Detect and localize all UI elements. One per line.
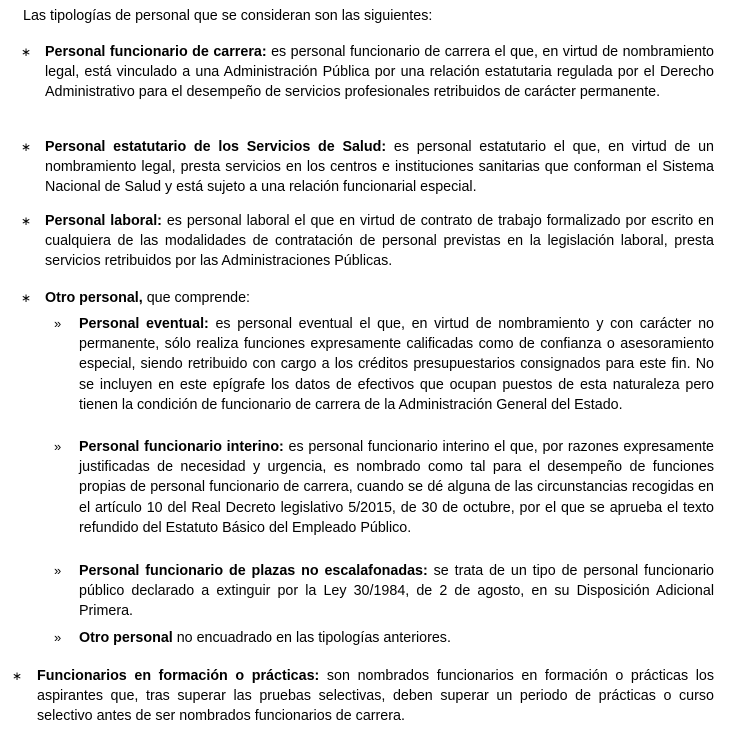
item-text: es personal eventual el que, en virtud de nombramiento y con carácter no permanente, sólo realiza funciones expresamente calificadas como de confianza o asesoramiento especial, siendo retribuido con cargo a los créditos presupuestarios consignados para este fin. No se incluyen en este epígrafe los datos de efectivos que ocupan puestos de esta naturaleza pero tienen la condición de funcionario de carrera de la Administración General del Estado. xyxy=(79,316,714,413)
list-item-funcionario-carrera xyxy=(21,42,714,103)
item-term: Personal funcionario interino: xyxy=(79,439,284,455)
item-text: es personal funcionario de carrera el que, en virtud de nombramiento legal, está vinculado a una Administración Pública por una relación estatutaria regulada por el Derecho Administrativo para el desempeño de servicios profesionales retribuidos de carácter permanente. xyxy=(45,44,714,101)
sublist-item-personal-eventual xyxy=(54,314,714,415)
bullet-asterisk: ∗ xyxy=(21,140,32,154)
sublist-item-plazas-no-escalafonadas xyxy=(54,561,714,622)
list-item-otro-personal xyxy=(21,288,714,308)
bullet-chevron: » xyxy=(54,439,62,454)
intro-text: Las tipologías de personal que se consideran son las siguientes: xyxy=(23,8,433,24)
item-text: no encuadrado en las tipologías anteriores. xyxy=(172,630,451,646)
bullet-asterisk: ∗ xyxy=(12,669,23,683)
bullet-asterisk: ∗ xyxy=(21,214,32,228)
sublist-item-funcionario-interino xyxy=(54,437,715,538)
item-text: es personal funcionario interino el que, por razones expresamente justificadas de necesidad y urgencia, es nombrado como tal para el desempeño de funciones propias de personal funcionario de carrera, cuando se dé alguna de las circunstancias recogidas en el artículo 10 del Real Decreto legislativo 5/2015, de 30 de octubre, por el que se aprueba el texto refundido del Estatuto Básico del Empleado Público. xyxy=(79,439,715,536)
bullet-chevron: » xyxy=(54,563,62,578)
item-term: Personal laboral: xyxy=(45,213,162,229)
sublist-item-otro-personal xyxy=(54,628,714,648)
list-item-funcionarios-formacion xyxy=(12,666,714,727)
item-text: que comprende: xyxy=(142,290,251,306)
item-text: es personal estatutario el que, en virtud de un nombramiento legal, presta servicios en los centros e instituciones sanitarias que conforman el Sistema Nacional de Salud y está sujeto a una relación funcionarial especial. xyxy=(45,139,714,196)
item-term: Personal eventual: xyxy=(79,316,209,332)
item-term: Otro personal xyxy=(79,630,173,646)
item-term: Personal funcionario de plazas no escalafonadas: xyxy=(79,563,428,579)
list-item-personal-estatutario xyxy=(21,137,714,198)
item-text: se trata de un tipo de personal funcionario público declarado a extinguir por la Ley 30/1984, de 2 de agosto, en su Disposición Adicional Primera. xyxy=(79,563,714,620)
item-term: Personal funcionario de carrera: xyxy=(45,44,267,60)
bullet-chevron: » xyxy=(54,630,62,645)
bullet-chevron: » xyxy=(54,316,62,331)
item-term: Otro personal, xyxy=(45,290,143,306)
item-text: es personal laboral el que en virtud de contrato de trabajo formalizado por escrito en cualquiera de las modalidades de contratación de personal previstas en la legislación laboral, presta servicios retribuidos por las Administraciones Públicas. xyxy=(45,213,714,270)
item-term: Personal estatutario de los Servicios de Salud: xyxy=(45,139,387,155)
bullet-asterisk: ∗ xyxy=(21,45,32,59)
bullet-asterisk: ∗ xyxy=(21,291,32,305)
list-item-personal-laboral xyxy=(21,211,714,272)
item-term: Funcionarios en formación o prácticas: xyxy=(37,668,320,684)
item-text: son nombrados funcionarios en formación o prácticas los aspirantes que, tras superar las pruebas selectivas, deben superar un periodo de prácticas o curso selectivo antes de ser nombrados funcionarios de carrera. xyxy=(37,668,714,725)
